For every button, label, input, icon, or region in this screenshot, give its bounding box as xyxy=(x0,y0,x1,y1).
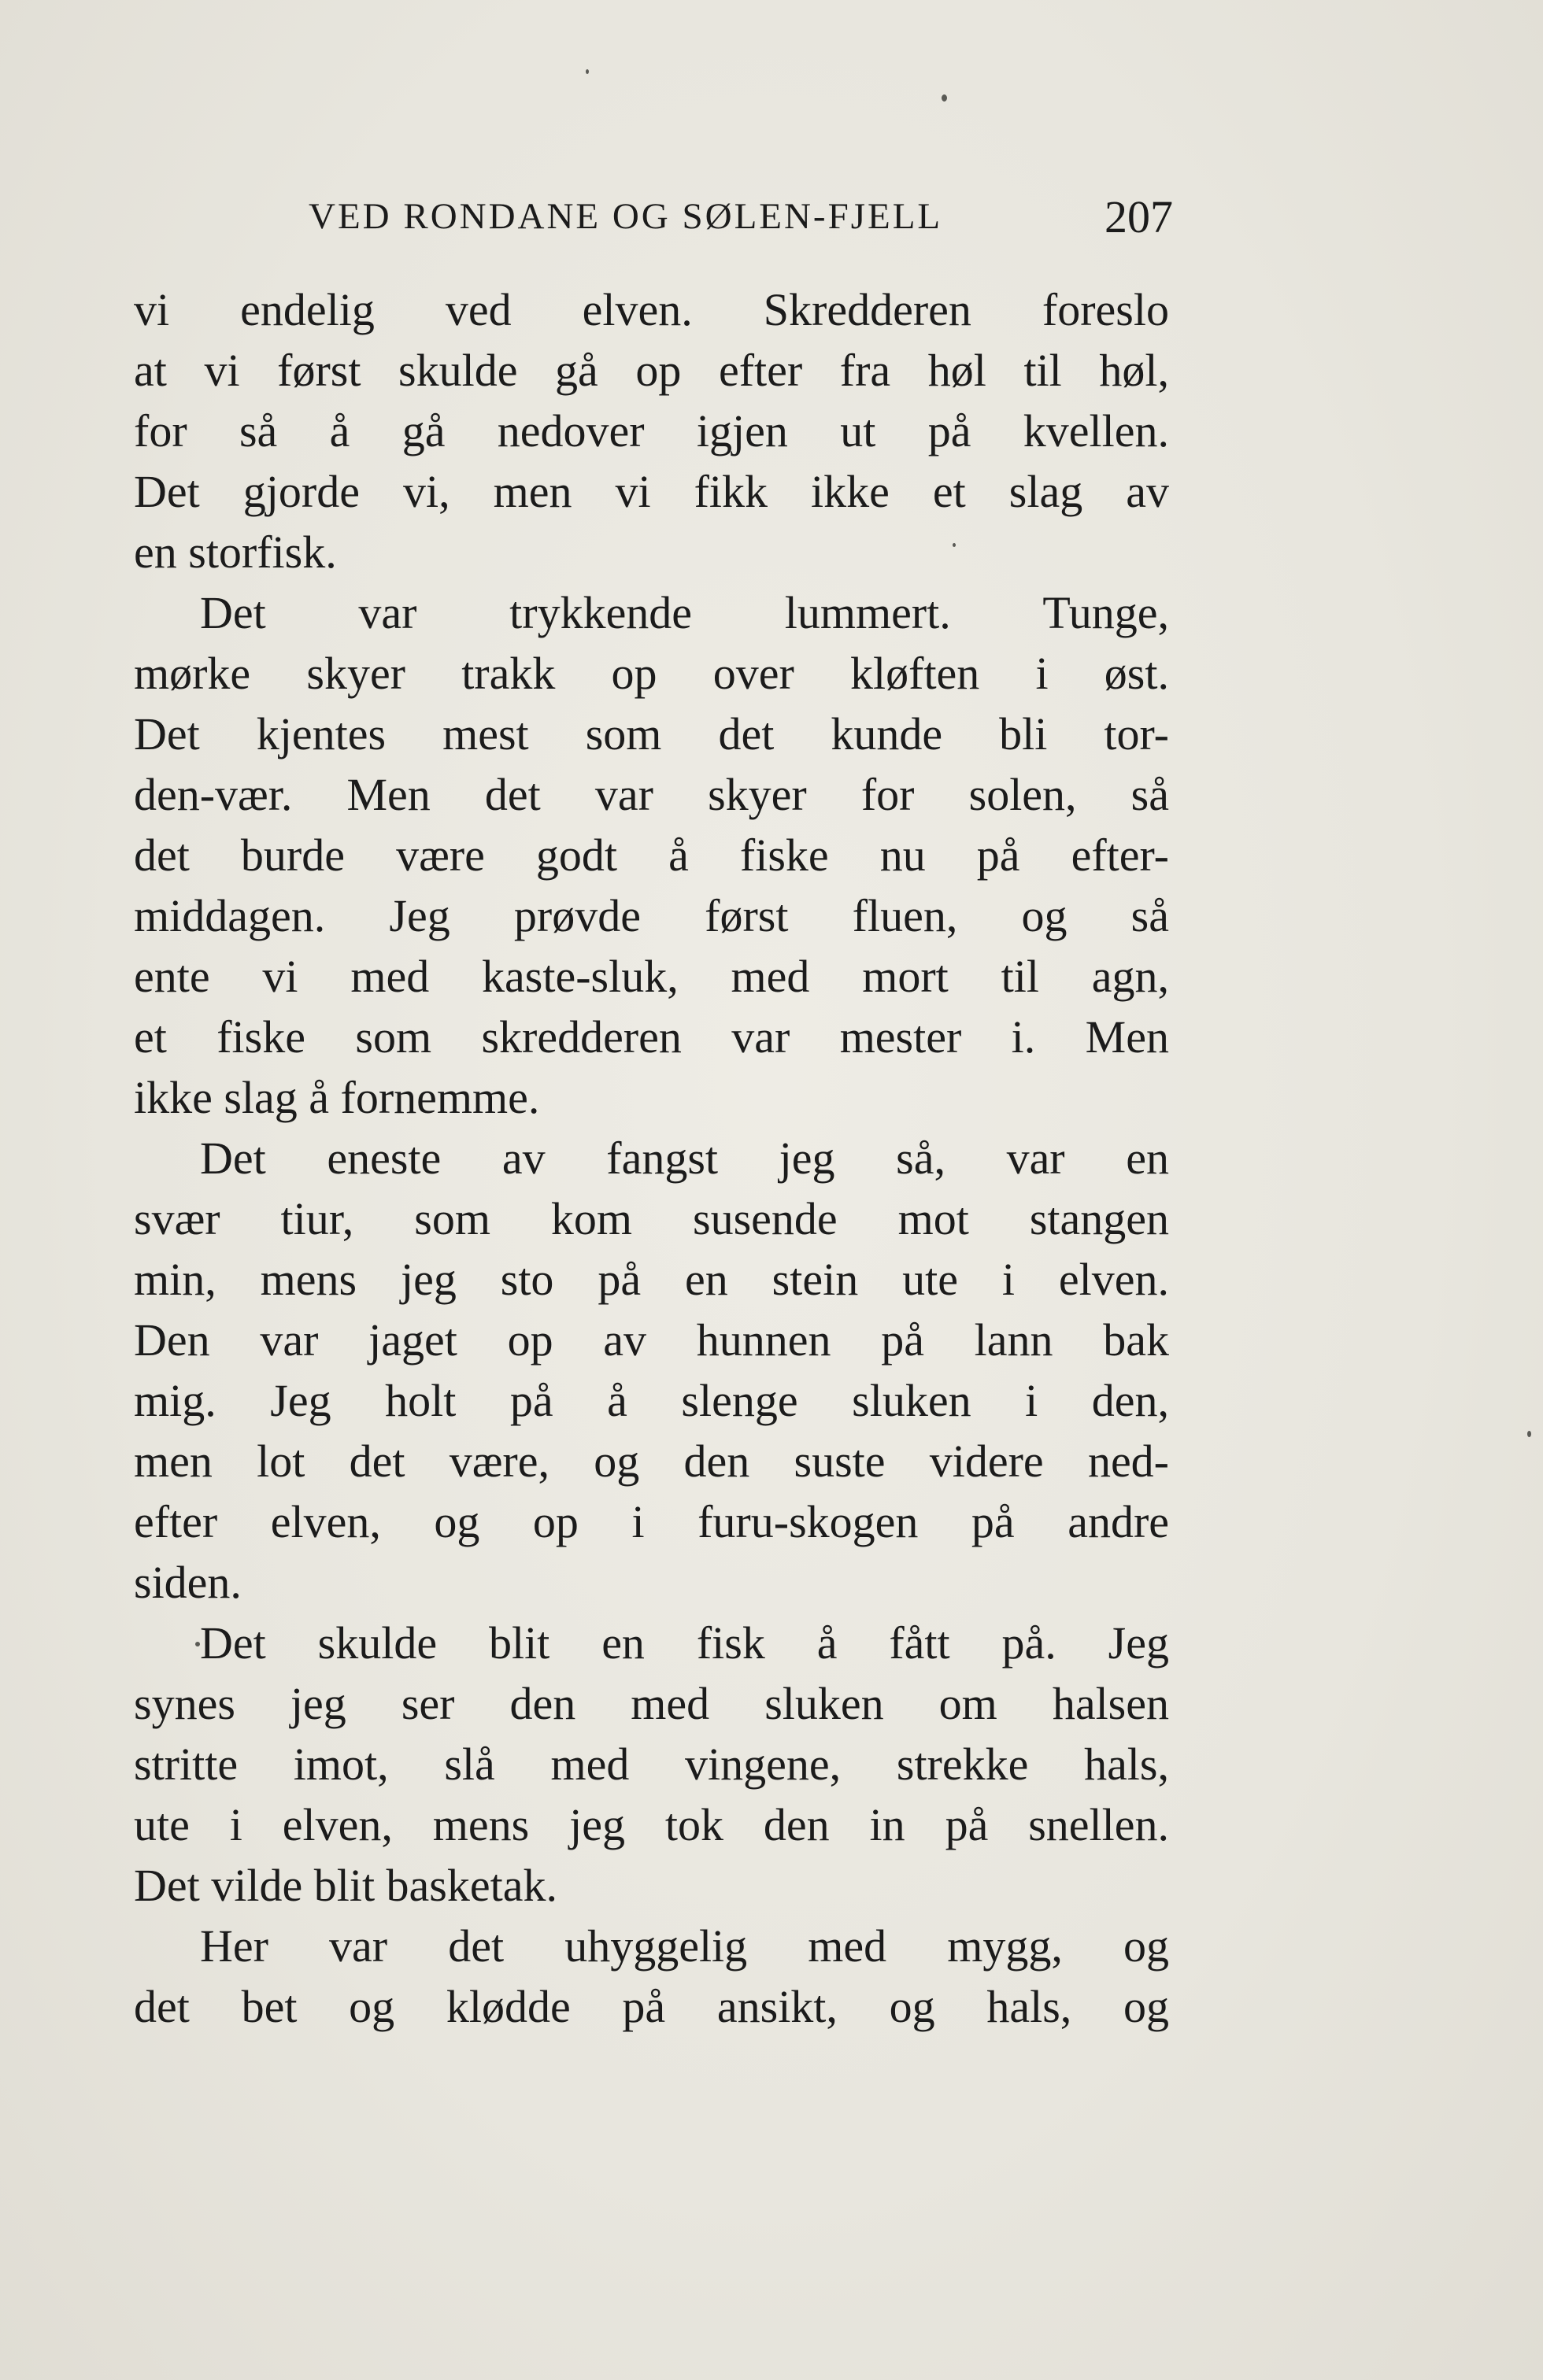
text-line: den-vær. Men det var skyer for solen, så xyxy=(134,769,1169,820)
running-title: VED RONDANE OG SØLEN-FJELL xyxy=(309,196,943,237)
text-line: vi endelig ved elven. Skredderen foreslo xyxy=(134,284,1169,335)
text-line: Her var det uhyggelig med mygg, og xyxy=(200,1920,1169,1972)
paragraph xyxy=(134,1613,1169,1916)
text-line: for så å gå nedover igjen ut på kvellen. xyxy=(134,405,1169,456)
page-number: 207 xyxy=(1105,191,1173,242)
text-line: middagen. Jeg prøvde først fluen, og så xyxy=(134,890,1169,941)
paragraph xyxy=(134,582,1169,1128)
paper-speck xyxy=(953,543,956,547)
text-line: et fiske som skredderen var mester i. Men xyxy=(134,1011,1169,1062)
text-line: Det vilde blit basketak. xyxy=(134,1860,557,1911)
paper-speck xyxy=(586,69,589,74)
text-line: Den var jaget op av hunnen på lann bak xyxy=(134,1314,1169,1366)
paragraph xyxy=(134,1128,1169,1613)
paper-speck xyxy=(942,94,947,102)
text-line: efter elven, og op i furu-skogen på andre xyxy=(134,1496,1169,1547)
paper-speck xyxy=(1527,1431,1531,1437)
text-line: ikke slag å fornemme. xyxy=(134,1072,540,1123)
text-line: siden. xyxy=(134,1557,242,1608)
text-line: Det kjentes mest som det kunde bli tor- xyxy=(134,708,1169,759)
text-line: ute i elven, mens jeg tok den in på snellen. xyxy=(134,1799,1169,1850)
text-line: Det skulde blit en fisk å fått på. Jeg xyxy=(200,1617,1169,1669)
text-line: Det eneste av fangst jeg så, var en xyxy=(200,1133,1169,1184)
text-line: stritte imot, slå med vingene, strekke hals, xyxy=(134,1739,1169,1790)
text-line: mørke skyer trakk op over kløften i øst. xyxy=(134,648,1169,699)
text-line: min, mens jeg sto på en stein ute i elven. xyxy=(134,1254,1169,1305)
body-text xyxy=(134,279,1169,2037)
text-line: Det gjorde vi, men vi fikk ikke et slag av xyxy=(134,466,1169,517)
paragraph xyxy=(134,1916,1169,2037)
text-line: en storfisk. xyxy=(134,527,337,578)
paragraph xyxy=(134,279,1169,582)
text-line: synes jeg ser den med sluken om halsen xyxy=(134,1678,1169,1729)
text-line: det burde være godt å fiske nu på efter- xyxy=(134,830,1169,881)
text-line: svær tiur, som kom susende mot stangen xyxy=(134,1193,1169,1244)
text-line: ente vi med kaste-sluk, med mort til agn, xyxy=(134,951,1169,1002)
paper-speck xyxy=(195,1642,200,1646)
text-line: at vi først skulde gå op efter fra høl til høl, xyxy=(134,345,1169,396)
text-line: det bet og klødde på ansikt, og hals, og xyxy=(134,1981,1169,2032)
text-line: Det var trykkende lummert. Tunge, xyxy=(200,587,1169,638)
running-head xyxy=(134,187,1173,250)
text-line: mig. Jeg holt på å slenge sluken i den, xyxy=(134,1375,1169,1426)
text-line: men lot det være, og den suste videre ned- xyxy=(134,1436,1169,1487)
